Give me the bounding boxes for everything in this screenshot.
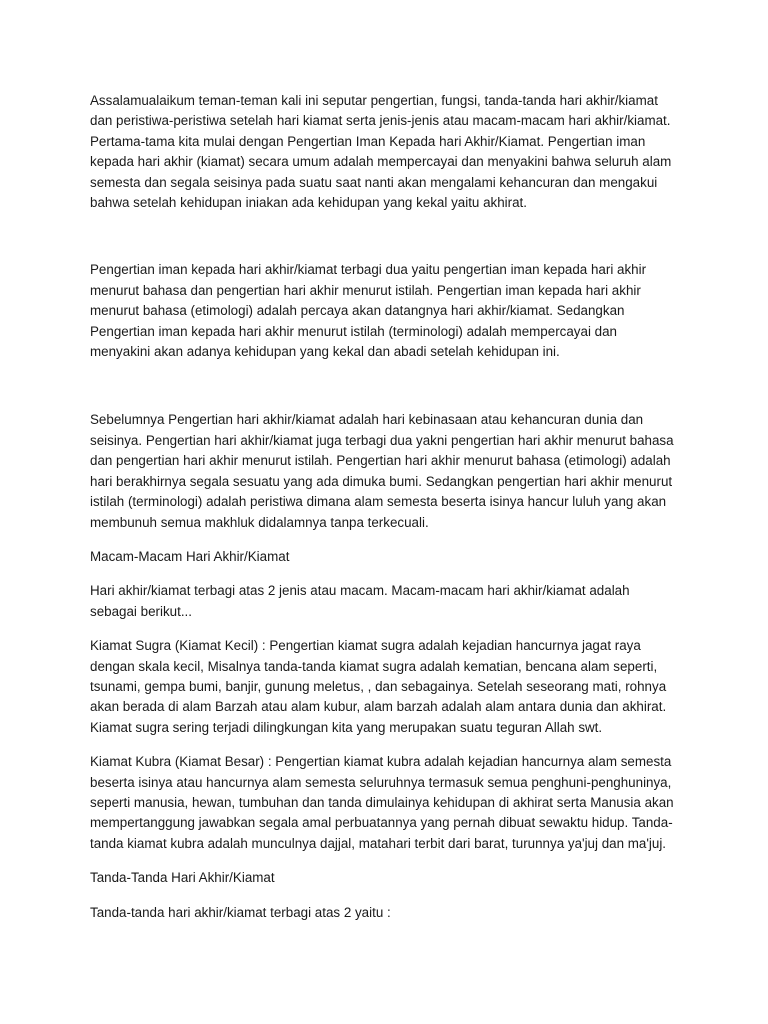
paragraph-jenis: Hari akhir/kiamat terbagi atas 2 jenis atau macam. Macam-macam hari akhir/kiamat adalah sebagai berikut... — [90, 583, 630, 619]
heading-macam-macam: Macam-Macam Hari Akhir/Kiamat — [90, 548, 290, 564]
paragraph-iman-definition: Pengertian iman kepada hari akhir/kiamat terbagi dua yaitu pengertian iman kepada hari akhir menurut bahasa dan pengertian hari akhir menurut istilah. Pengertian iman kepada hari akhir menurut bahasa (etimologi) adalah percaya akan datangnya hari akhir/kiamat. Sedangkan Pengertian iman kepada hari akhir menurut istilah (terminologi) adalah mempercayai dan menyakini akan adanya kehidupan yang kekal dan abadi setelah kehidupan ini. — [90, 262, 647, 360]
paragraph-kiamat-sugra: Kiamat Sugra (Kiamat Kecil) : Pengertian kiamat sugra adalah kejadian hancurnya jagat raya dengan skala kecil, Misalnya tanda-tanda kiamat sugra adalah kematian, bencana alam seperti, tsunami, gempa bumi, banjir, gunung meletus, , dan sebagainya. Setelah seseorang mati, rohnya akan berada di alam Barzah atau alam kubur, alam barzah adalah alam antara dunia dan akhirat. Kiamat sugra sering terjadi dilingkungan kita yang merupakan suatu teguran Allah swt. — [90, 638, 667, 735]
paragraph-tanda-tanda: Tanda-tanda hari akhir/kiamat terbagi atas 2 yaitu : — [90, 904, 391, 920]
paragraph-intro: Assalamualaikum teman-teman kali ini seputar pengertian, fungsi, tanda-tanda hari akhir/kiamat dan peristiwa-peristiwa setelah hari kiamat serta jenis-jenis atau macam-macam hari akhir/kiamat. Pertama-tama kita mulai dengan Pengertian Iman Kepada hari Akhir/Kiamat. Pengertian iman kepada hari akhir (kiamat) secara umum adalah mempercayai dan menyakini bahwa seluruh alam semesta dan segala seisinya pada suatu saat nanti akan mengalami kehancuran dan mengakui bahwa setelah kehidupan iniakan ada kehidupan yang kekal yaitu akhirat. — [90, 93, 672, 211]
paragraph-hari-akhir-definition: Sebelumnya Pengertian hari akhir/kiamat adalah hari kebinasaan atau kehancuran dunia dan seisinya. Pengertian hari akhir/kiamat juga terbagi dua yakni pengertian hari akhir menurut bahasa dan pengertian hari akhir menurut istilah. Pengertian hari akhir menurut bahasa (etimologi) adalah hari berakhirnya segala sesuatu yang ada dimuka bumi. Sedangkan pengertian hari akhir menurut istilah (terminologi) adalah peristiwa dimana alam semesta beserta isinya hancur luluh yang akan membunuh semua makhluk didalamnya tanpa terkecuali. — [90, 412, 674, 530]
heading-tanda-tanda: Tanda-Tanda Hari Akhir/Kiamat — [90, 870, 275, 886]
paragraph-kiamat-kubra: Kiamat Kubra (Kiamat Besar) : Pengertian kiamat kubra adalah kejadian hancurnya alam semesta beserta isinya atau hancurnya alam semesta seluruhnya termasuk semua penghuni-penghuninya, seperti manusia, hewan, tumbuhan dan tanda dimulainya kehidupan di akhirat serta Manusia akan mempertanggung jawabkan segala amal perbuatannya yang pernah dibuat sewaktu hidup. Tanda-tanda kiamat kubra adalah munculnya dajjal, matahari terbit dari barat, turunnya ya'juj dan ma'juj. — [90, 754, 674, 851]
document-body — [90, 91, 676, 937]
